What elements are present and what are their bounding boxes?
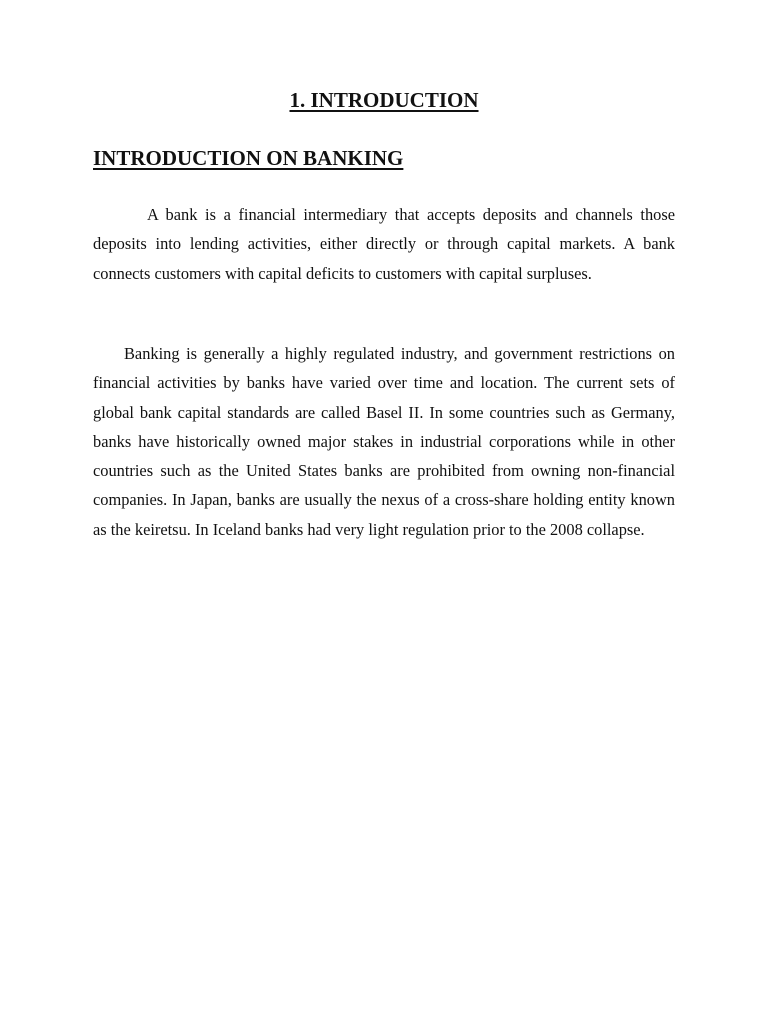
body-paragraph-2: Banking is generally a highly regulated industry, and government restrictions on financial activities by banks have varied over time and location. The current sets of global bank capital standards are called Basel II. In some countries such as Germany, banks have historically owned major stakes in industrial corporations while in other countries such as the United States banks are prohibited from owning non-financial companies. In Japan, banks are usually the nexus of a cross-share holding entity known as the keiretsu. In Iceland banks had very light regulation prior to the 2008 collapse. xyxy=(93,344,675,539)
section-heading: INTRODUCTION ON BANKING xyxy=(93,146,404,170)
chapter-heading: 1. INTRODUCTION xyxy=(289,88,479,112)
body-paragraph-1: A bank is a financial intermediary that accepts deposits and channels those deposits into lending activities, either directly or through capital markets. A bank connects customers with capital deficits to customers with capital surpluses. xyxy=(93,205,675,283)
